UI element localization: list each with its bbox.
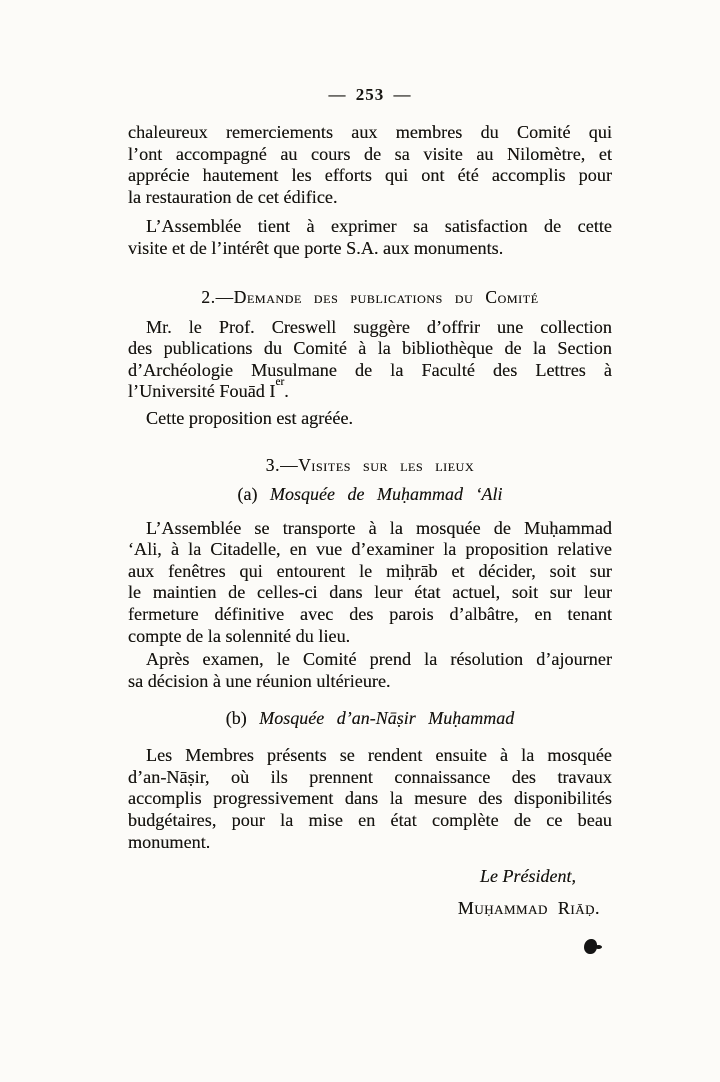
text-line: ‘Ali, à la Citadelle, en vue d’examiner la proposition relative <box>128 539 612 560</box>
text-line: compte de la solennité du lieu. <box>128 625 351 646</box>
subsection-title: Mosquée de Muḥammad ‘Ali <box>270 483 503 504</box>
text-line: monument. <box>128 831 211 852</box>
text-line: d’an-Nāṣir, où ils prennent connaissance des travaux <box>128 766 612 787</box>
paragraph <box>128 122 612 208</box>
section-heading: 2.—Demande des publications du Comité <box>201 286 539 307</box>
page-number: — 253 — <box>328 85 412 104</box>
subsection-heading <box>128 707 612 729</box>
text-line: d’Archéologie Musulmane de la Faculté des Lettres à <box>128 359 612 380</box>
subsection-label: (b) <box>225 708 247 729</box>
text-line: le maintien de celles-ci dans leur état actuel, soit sur leur <box>128 582 612 603</box>
text-line: l’Université Fouād Ier. <box>128 376 289 402</box>
text-line: sa décision à une réunion ultérieure. <box>128 670 391 691</box>
subsection-title: Mosquée d’an-Nāṣir Muḥammad <box>259 708 515 729</box>
text-line: chaleureux remerciements aux membres du Comité qui <box>128 122 612 142</box>
paragraph <box>128 408 612 430</box>
text-line: budgétaires, pour la mise en état complète de ce beau <box>128 810 612 831</box>
text-line: la restauration de cet édifice. <box>128 186 338 207</box>
text-line: l’ont accompagné au cours de sa visite au Nilomètre, et <box>128 143 612 164</box>
paragraph <box>128 649 612 692</box>
text-line: fermeture définitive avec des parois d’albâtre, en tenant <box>128 603 612 624</box>
text-line: Après examen, le Comité prend la résolution d’ajourner <box>146 649 612 670</box>
signature-role: Le Président, <box>480 866 576 887</box>
paragraph <box>128 745 612 853</box>
subsection-heading <box>128 483 612 505</box>
text-line: accomplis progressivement dans la mesure des disponibilités <box>128 788 612 809</box>
paragraph <box>128 518 612 648</box>
text-line: Mr. le Prof. Creswell suggère d’offrir une collection <box>146 316 612 337</box>
text-line: L’Assemblée tient à exprimer sa satisfaction de cette <box>146 216 612 237</box>
text-line: Les Membres présents se rendent ensuite à la mosquée <box>146 745 612 766</box>
text-line: des publications du Comité à la bibliothèque de la Section <box>128 338 612 359</box>
section-heading: 3.—Visites sur les lieux <box>265 454 475 475</box>
text-line: aux fenêtres qui entourent le miḥrāb et décider, soit sur <box>128 560 612 581</box>
signature-block <box>128 865 612 919</box>
ink-blot-artifact <box>584 939 597 954</box>
text-line: apprécie hautement les efforts qui ont été accomplis pour <box>128 165 612 186</box>
text-line: visite et de l’intérêt que porte S.A. aux monuments. <box>128 237 504 258</box>
document-body <box>128 122 612 919</box>
signature-name: Muḥammad Riāḍ. <box>457 898 600 919</box>
subsection-label: (a) <box>237 483 258 504</box>
paragraph <box>128 317 612 403</box>
text-line: L’Assemblée se transporte à la mosquée de Muḥammad <box>146 517 612 538</box>
text-line: Cette proposition est agréée. <box>146 407 354 428</box>
paragraph <box>128 216 612 259</box>
